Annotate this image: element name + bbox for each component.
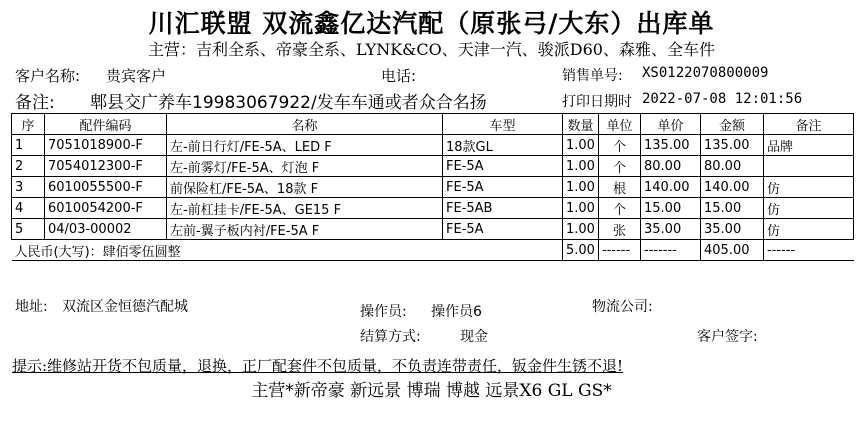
cell-qty: 1.00 (563, 177, 599, 198)
unit-dash: ------ (599, 240, 641, 261)
phone-label: 电话: (381, 67, 417, 85)
cell-qty: 1.00 (563, 198, 599, 219)
cell-code: 6010055500-F (45, 177, 167, 198)
cell-amount: 35.00 (701, 219, 764, 240)
cell-price: 135.00 (641, 135, 701, 156)
print-date-label: 打印日期时 (562, 94, 632, 110)
cell-price: 15.00 (641, 198, 701, 219)
settlement-value: 现金 (460, 329, 488, 345)
logistics-label: 物流公司: (592, 299, 653, 315)
cell-remark: 仿 (764, 198, 854, 219)
cell-amount: 80.00 (701, 156, 764, 177)
remark-value: 郫县交广养车19983067922/发车车通或者众合名扬 (90, 93, 487, 113)
cell-name: 左-前杠挂卡/FE-5A、GE15 F (167, 198, 443, 219)
operator-label: 操作员: (360, 304, 407, 320)
cell-code: 7054012300-F (45, 156, 167, 177)
cell-name: 左前-翼子板内衬/FE-5A F (167, 219, 443, 240)
col-header-amount: 金额 (701, 114, 764, 135)
cell-index: 1 (12, 135, 45, 156)
cell-index: 4 (12, 198, 45, 219)
cell-name: 左-前雾灯/FE-5A、灯泡 F (167, 156, 443, 177)
footer-slogan: 主营*新帝豪 新远景 博瑞 博越 远景X6 GL GS* (251, 381, 612, 401)
cell-code: 7051018900-F (45, 135, 167, 156)
cell-model: FE-5A (443, 177, 563, 198)
table-row (12, 198, 854, 219)
summary-row (12, 240, 854, 261)
col-header-model: 车型 (443, 114, 563, 135)
col-header-name: 名称 (167, 114, 443, 135)
cell-model: 18款GL (443, 135, 563, 156)
cell-unit: 个 (599, 156, 641, 177)
cell-index: 2 (12, 156, 45, 177)
cell-model: FE-5A (443, 156, 563, 177)
cell-remark (764, 156, 854, 177)
table-row (12, 177, 854, 198)
customer-label: 客户名称: (15, 67, 81, 85)
table-row (12, 156, 854, 177)
print-date-value: 2022-07-08 12:01:56 (642, 91, 803, 107)
cell-remark: 品牌 (764, 135, 854, 156)
cell-amount: 140.00 (701, 177, 764, 198)
cell-remark: 仿 (764, 219, 854, 240)
document-title: 川汇联盟 双流鑫亿达汽配（原张弓/大东）出库单 (148, 9, 715, 38)
items-table (11, 113, 854, 261)
cell-unit: 个 (599, 135, 641, 156)
amount-total: 405.00 (701, 240, 764, 261)
cell-amount: 15.00 (701, 198, 764, 219)
cell-qty: 1.00 (563, 135, 599, 156)
qty-total: 5.00 (563, 240, 599, 261)
cell-name: 左-前日行灯/FE-5A、LED F (167, 135, 443, 156)
settlement-label: 结算方式: (360, 329, 421, 345)
rmb-total-words: 人民币(大写)：肆佰零伍圆整 (12, 240, 563, 261)
price-dash: ------- (641, 240, 701, 261)
table-header-row (12, 114, 854, 135)
order-number-label: 销售单号: (562, 68, 623, 84)
cell-qty: 1.00 (563, 219, 599, 240)
remark-dash: ------ (764, 240, 854, 261)
col-header-code: 配件编码 (45, 114, 167, 135)
cell-index: 3 (12, 177, 45, 198)
cell-unit: 根 (599, 177, 641, 198)
cell-qty: 1.00 (563, 156, 599, 177)
col-header-index: 序 (12, 114, 45, 135)
table-row (12, 219, 854, 240)
cell-name: 前保险杠/FE-5A、18款 F (167, 177, 443, 198)
customer-sign-label: 客户签字: (697, 329, 758, 345)
col-header-remark: 备注 (764, 114, 854, 135)
col-header-unit: 单位 (599, 114, 641, 135)
col-header-qty: 数量 (563, 114, 599, 135)
remark-label: 备注: (15, 93, 55, 113)
col-header-price: 单价 (641, 114, 701, 135)
cell-price: 35.00 (641, 219, 701, 240)
document-subtitle: 主营：吉利全系、帝豪全系、LYNK&CO、天津一汽、骏派D60、森雅、全车件 (148, 40, 715, 59)
address-value: 双流区金恒德汽配城 (62, 299, 188, 315)
address-label: 地址: (15, 299, 48, 315)
cell-unit: 张 (599, 219, 641, 240)
notice-text: 提示:维修站开货不包质量，退换，正厂配套件不包质量，不负责连带责任，钣金件生锈不退! (12, 357, 624, 375)
cell-model: FE-5AB (443, 198, 563, 219)
cell-model: FE-5A (443, 219, 563, 240)
cell-price: 80.00 (641, 156, 701, 177)
cell-code: 04/03-00002 (45, 219, 167, 240)
cell-code: 6010054200-F (45, 198, 167, 219)
cell-unit: 个 (599, 198, 641, 219)
operator-value: 操作员6 (431, 304, 482, 320)
cell-remark: 仿 (764, 177, 854, 198)
order-number-value: XS0122070800009 (642, 65, 769, 81)
table-row (12, 135, 854, 156)
cell-index: 5 (12, 219, 45, 240)
customer-value: 贵宾客户 (106, 67, 167, 85)
cell-amount: 135.00 (701, 135, 764, 156)
cell-price: 140.00 (641, 177, 701, 198)
